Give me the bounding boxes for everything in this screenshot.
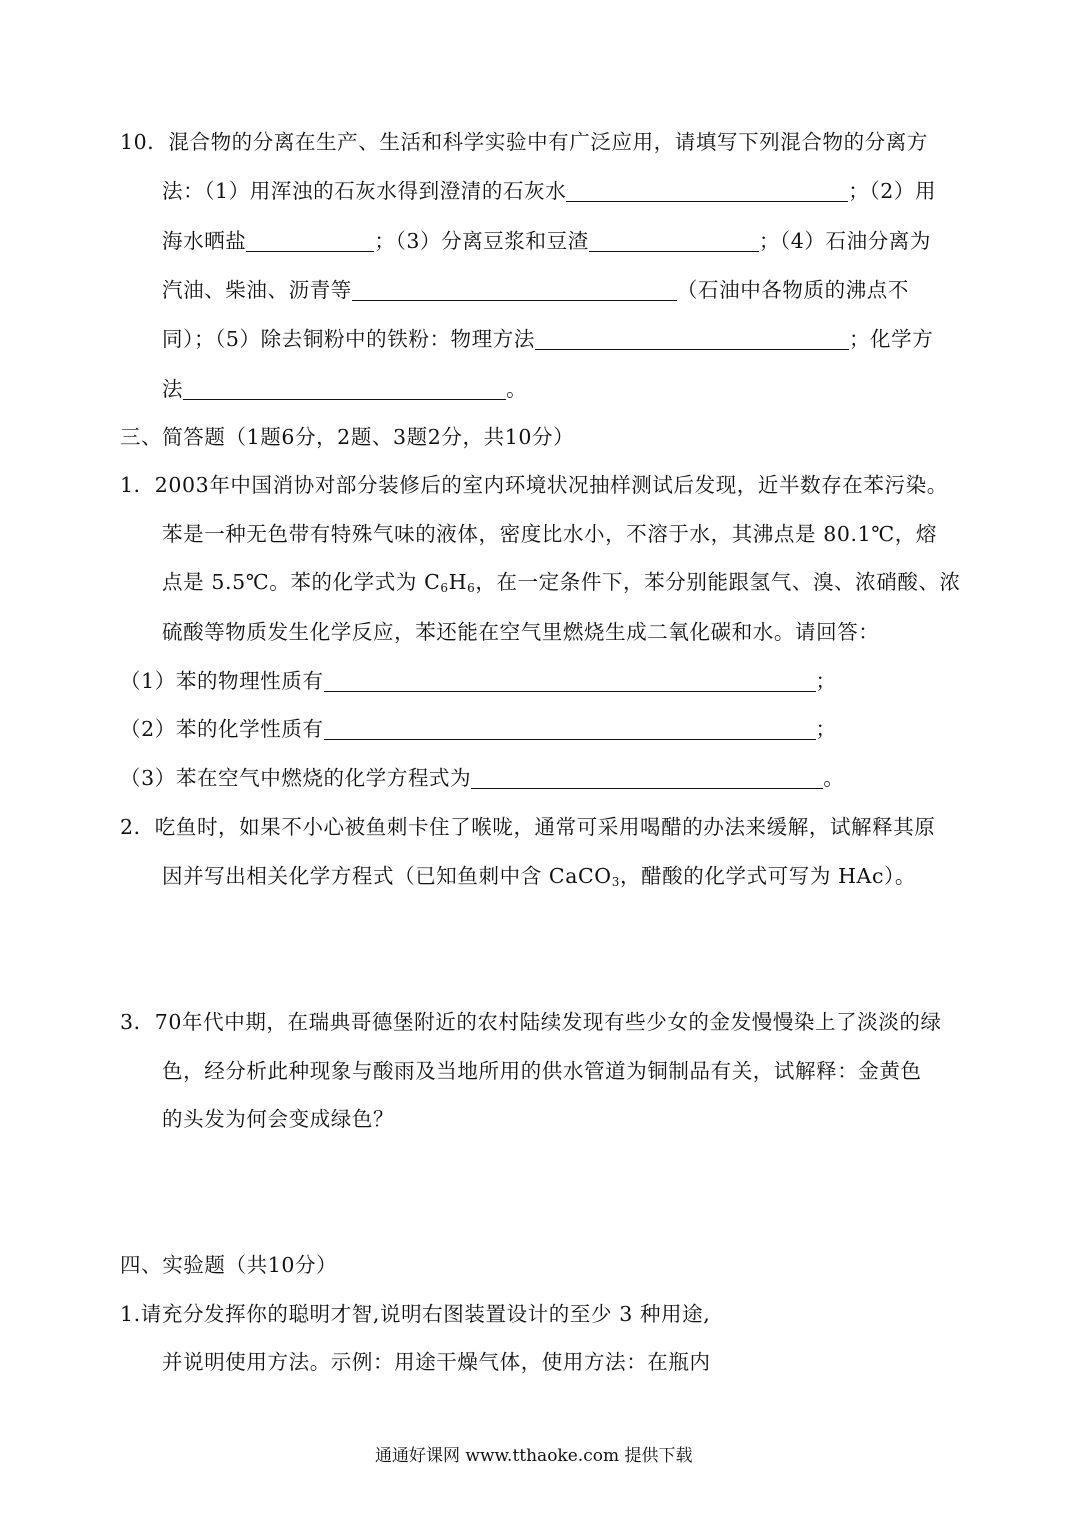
s3-q3-text-2: 色，经分析此种现象与酸雨及当地所用的供水管道为铜制品有关，试解释：金黄色 <box>162 1059 922 1083</box>
s3-q1-line-2 <box>162 520 937 548</box>
s3-q1-sub3-end: 。 <box>823 766 845 790</box>
s3-q2-text-1: 2．吃鱼时，如果不小心被鱼刺卡住了喉咙，通常可采用喝醋的办法来缓解，试解释其原 <box>120 815 936 839</box>
s3-q1-text-1: 1．2003年中国消协对部分装修后的室内环境状况抽样测试后发现，近半数存在苯污染。 <box>120 473 948 497</box>
s3-q1-sub1-label: （1）苯的物理性质有 <box>120 669 324 693</box>
s3-q3-line-3 <box>162 1105 394 1133</box>
q10-line-1 <box>120 128 928 156</box>
section3-heading-text: 三、简答题（1题6分，2题、3题2分，共10分） <box>120 425 575 449</box>
q10-text-3b: ；（3）分离豆浆和豆渣 <box>374 229 589 253</box>
q10-text-2b: ；（2）用 <box>848 179 937 203</box>
s3-q1-sub-3 <box>120 764 844 792</box>
section3-heading <box>120 423 574 451</box>
footer-text: 通通好课网 www.tthaoke.com 提供下载 <box>375 1446 693 1466</box>
s3-q2-line-2 <box>162 862 916 890</box>
s3-q3-text-3: 的头发为何会变成绿色？ <box>162 1107 395 1131</box>
q10-text-4b: （石油中各物质的沸点不 <box>676 278 910 302</box>
q10-line-4 <box>162 276 909 304</box>
s3-q2-line-1 <box>120 813 935 841</box>
s3-q1-blank-3[interactable] <box>471 768 823 789</box>
q10-text-3c: ；（4）石油分离为 <box>758 229 932 253</box>
s3-q1-text-3a: 点是 5.5℃。苯的化学式为 C <box>162 570 441 594</box>
s3-q1-line-1 <box>120 471 948 499</box>
subscript: 6 <box>467 581 476 595</box>
s3-q1-blank-1[interactable] <box>324 671 816 692</box>
q10-text-6a: 法 <box>162 377 184 401</box>
s3-q3-line-1 <box>120 1008 942 1036</box>
s3-q1-line-3 <box>162 568 961 596</box>
q10-text-3a: 海水晒盐 <box>162 229 247 253</box>
s3-q1-text-3c: ，在一定条件下，苯分别能跟氢气、溴、浓硝酸、浓 <box>475 570 961 594</box>
q10-text-5b: ；化学方 <box>848 327 934 351</box>
q10-text-6b: 。 <box>506 377 528 401</box>
s3-q1-text-4: 硫酸等物质发生化学反应，苯还能在空气里燃烧生成二氧化碳和水。请回答： <box>162 620 880 644</box>
q10-blank-4[interactable] <box>352 280 677 301</box>
s3-q1-sub-2 <box>120 715 837 743</box>
q10-text-1: 10．混合物的分离在生产、生活和科学实验中有广泛应用，请填写下列混合物的分离方 <box>120 130 928 154</box>
s3-q1-sub2-label: （2）苯的化学性质有 <box>120 717 324 741</box>
s3-q1-line-4 <box>162 618 879 646</box>
subscript: 3 <box>611 875 620 889</box>
s4-q1-text-1: 1.请充分发挥你的聪明才智,说明右图装置设计的至少 3 种用途, <box>120 1302 711 1326</box>
s3-q3-line-2 <box>162 1057 922 1085</box>
q10-blank-2[interactable] <box>246 231 374 252</box>
q10-blank-6[interactable] <box>183 379 506 400</box>
q10-line-5 <box>162 325 933 353</box>
s3-q1-sub3-label: （3）苯在空气中燃烧的化学方程式为 <box>120 766 472 790</box>
q10-text-2a: 法：（1）用浑浊的石灰水得到澄清的石灰水 <box>162 179 567 203</box>
s3-q2-text-2b: ，醋酸的化学式可写为 HAc）。 <box>619 864 916 888</box>
q10-line-3 <box>162 227 931 255</box>
s3-q1-blank-2[interactable] <box>324 719 816 740</box>
q10-blank-1[interactable] <box>566 181 848 202</box>
s3-q2-text-2a: 因并写出相关化学方程式（已知鱼刺中含 CaCO <box>162 864 612 888</box>
q10-text-4a: 汽油、柴油、沥青等 <box>162 278 352 302</box>
page-footer <box>375 1444 692 1468</box>
section4-heading-text: 四、实验题（共10分） <box>120 1253 338 1277</box>
s3-q1-sub2-end: ； <box>815 717 837 741</box>
section4-heading <box>120 1251 337 1279</box>
q10-line-6 <box>162 375 527 403</box>
s4-q1-line-2 <box>162 1348 711 1376</box>
s4-q1-line-1 <box>120 1300 710 1328</box>
s3-q1-sub-1 <box>120 667 837 695</box>
q10-line-2 <box>162 177 936 205</box>
s4-q1-text-2: 并说明使用方法。示例：用途干燥气体，使用方法：在瓶内 <box>162 1350 711 1374</box>
s3-q1-text-3b: H <box>448 570 468 594</box>
q10-text-5a: 同）；（5）除去铜粉中的铁粉：物理方法 <box>162 327 535 351</box>
q10-blank-3[interactable] <box>589 231 759 252</box>
s3-q1-text-2: 苯是一种无色带有特殊气味的液体，密度比水小，不溶于水，其沸点是 80.1℃，熔 <box>162 522 937 546</box>
s3-q3-text-1: 3．70年代中期，在瑞典哥德堡附近的农村陆续发现有些少女的金发慢慢染上了淡淡的绿 <box>120 1010 942 1034</box>
q10-blank-5[interactable] <box>535 329 849 350</box>
s3-q1-sub1-end: ； <box>815 669 837 693</box>
subscript: 6 <box>440 581 449 595</box>
